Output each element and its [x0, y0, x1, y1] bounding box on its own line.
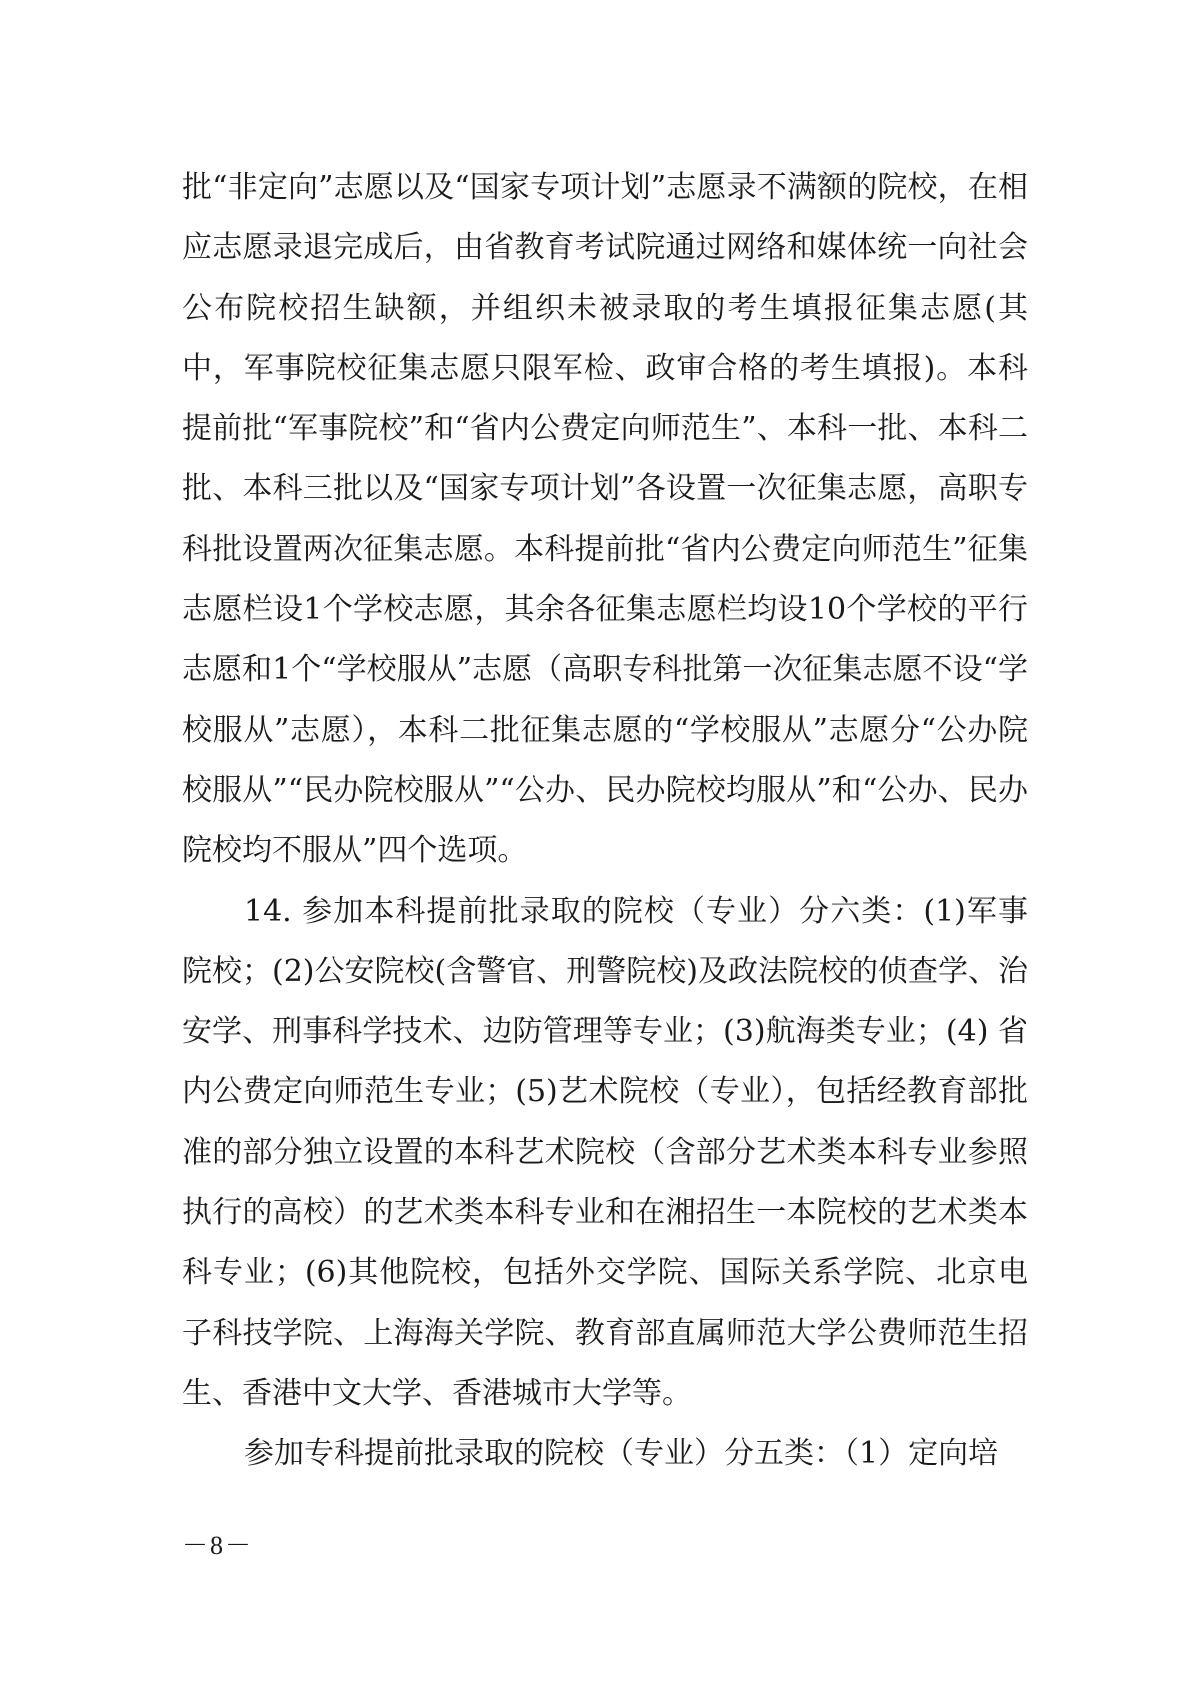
paragraph-junior-college: 参加专科提前批录取的院校（专业）分五类：（1）定向培	[244, 1436, 999, 1472]
paragraph-item-14: 14. 参加本科提前批录取的院校（专业）分六类：(1)军事院校；(2)公安院校(含警官、刑警院校)及政法院校的侦查学、治安学、刑事科学技术、边防管理等专业；(3)航海类专业；(4) 省内公费定向师范生专业；(5)艺术院校（专业），包括经教育部批准的部分独立设置的本科艺术院校（含部分艺术类本科专业参照执行的高校）的艺术类本科专业和在湘招生一本院校的艺术类本科专业；(6)其他院校，包括外交学院、国际关系学院、北京电子科技学院、上海海关学院、教育部直属师范大学公费师范生招生、香港中文大学、香港城市大学等。	[182, 893, 1028, 1411]
page-number: －8－	[182, 1531, 254, 1560]
document-body	[182, 158, 1028, 1485]
paragraph-continuation: 批“非定向”志愿以及“国家专项计划”志愿录不满额的院校，在相应志愿录退完成后，由省教育考试院通过网络和媒体统一向社会公布院校招生缺额，并组织未被录取的考生填报征集志愿(其中，军事院校征集志愿只限军检、政审合格的考生填报)。本科提前批“军事院校”和“省内公费定向师范生”、本科一批、本科二批、本科三批以及“国家专项计划”各设置一次征集志愿，高职专科批设置两次征集志愿。本科提前批“省内公费定向师范生”征集志愿栏设1个学校志愿，其余各征集志愿栏均设10个学校的平行志愿和1个“学校服从”志愿（高职专科批第一次征集志愿不设“学校服从”志愿），本科二批征集志愿的“学校服从”志愿分“公办院校服从”“民办院校服从”“公办、民办院校均服从”和“公办、民办院校均不服从”四个选项。	[182, 170, 1028, 869]
